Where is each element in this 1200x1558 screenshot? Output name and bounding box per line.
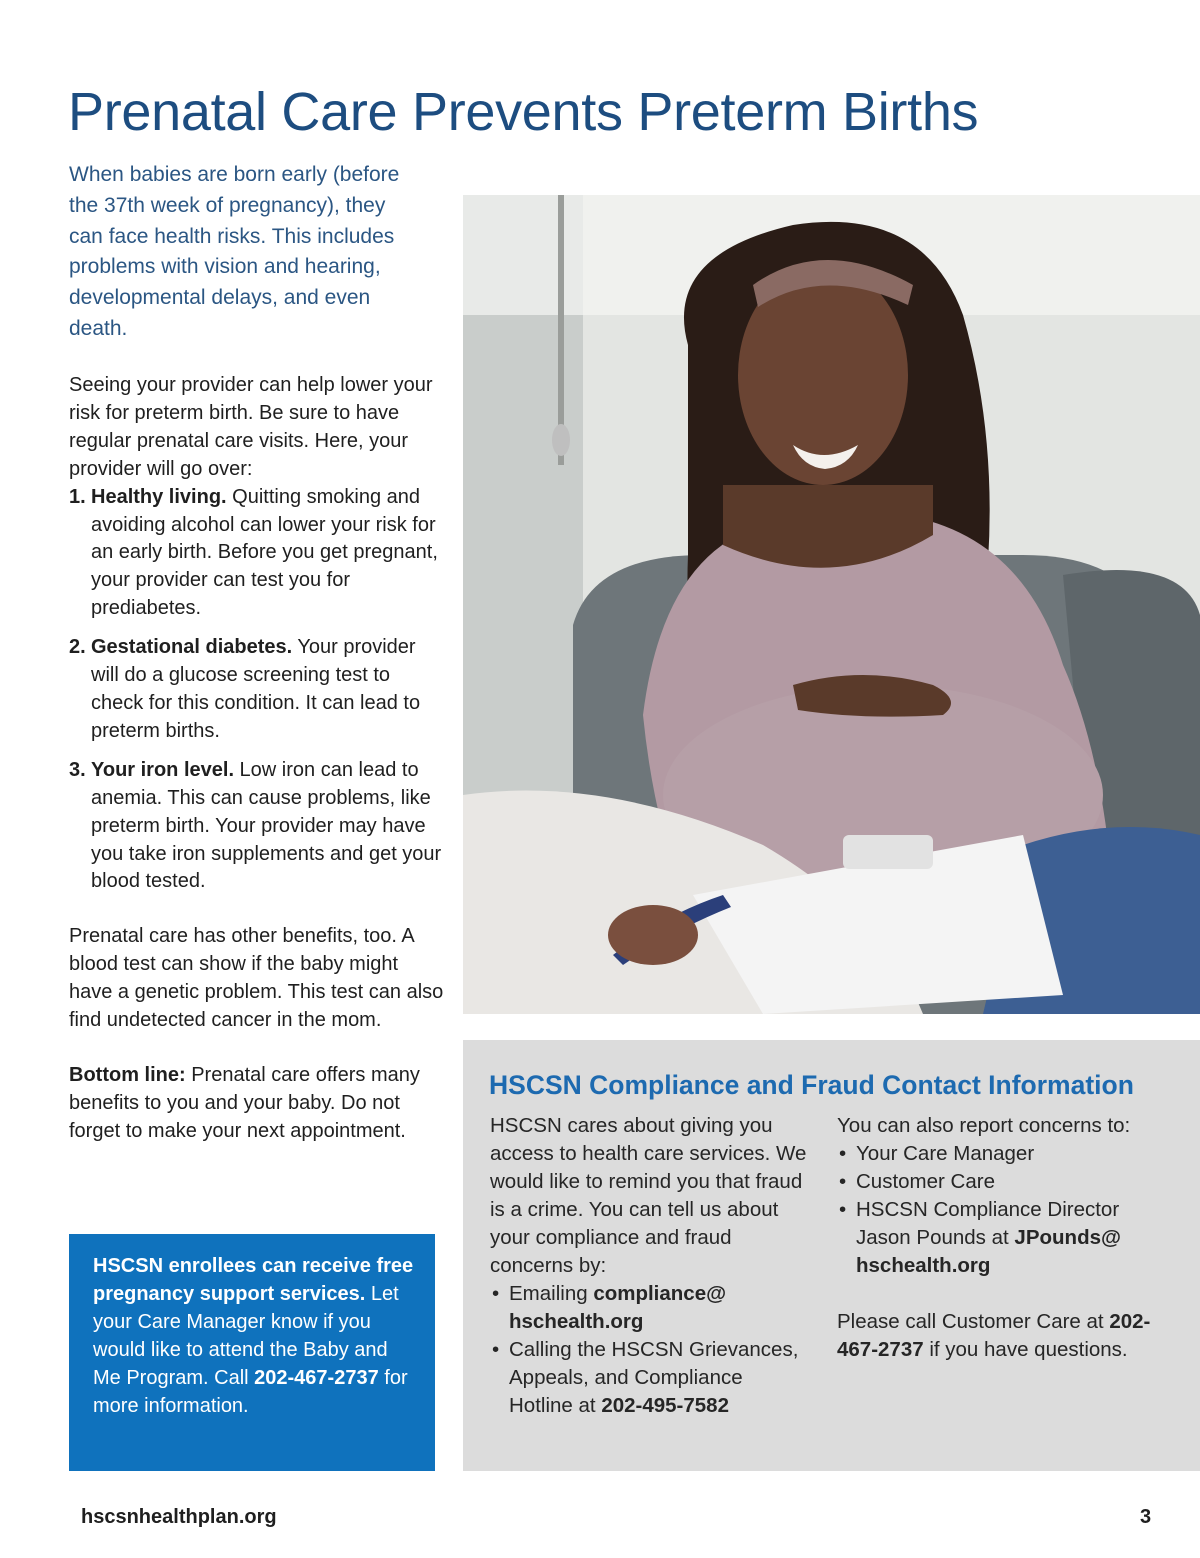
footer-website[interactable]: hscsnhealthplan.org — [81, 1506, 277, 1528]
fraud-right-list — [837, 1140, 1177, 1280]
fraud-left-intro: HSCSN cares about giving you access to health care services. We would like to remind you that fraud is a crime. You can tell us about your compliance and fraud concerns by: — [490, 1114, 807, 1277]
page-title: Prenatal Care Prevents Preterm Births — [68, 82, 979, 142]
bottom-line-label: Bottom line: — [69, 1063, 186, 1086]
fraud-right-column — [837, 1112, 1177, 1364]
body-intro: Seeing your provider can help lower your risk for preterm birth. Be sure to have regular prenatal care visits. Here, your provider will go over: — [69, 374, 433, 480]
pregnancy-support-callout — [69, 1234, 435, 1471]
list-item — [837, 1140, 1177, 1168]
list-item — [69, 484, 444, 624]
pregnant-woman-photo — [463, 195, 1200, 1014]
list-item — [490, 1280, 812, 1336]
list-item-text: Emailing — [509, 1282, 594, 1305]
callout-text: Let your Care Manager know if you would like to attend the Baby and Me Program. Call — [93, 1283, 399, 1389]
callout-text-end: for more information. — [93, 1367, 408, 1417]
page-number: 3 — [1140, 1506, 1152, 1528]
fraud-left-column — [490, 1112, 812, 1420]
list-number: 1. — [69, 485, 86, 508]
fraud-right-intro: You can also report concerns to: — [837, 1114, 1131, 1137]
list-item — [490, 1336, 812, 1420]
list-item — [69, 757, 444, 897]
provider-topics-list — [69, 484, 444, 897]
list-item-text: Your Care Manager — [856, 1142, 1035, 1165]
fraud-closing — [837, 1308, 1177, 1364]
list-number: 2. — [69, 636, 86, 659]
list-heading: Your iron level. — [91, 758, 234, 781]
list-item — [837, 1168, 1177, 1196]
hotline-phone[interactable]: 202-495-7582 — [601, 1394, 729, 1417]
fraud-contact-box — [463, 1040, 1200, 1471]
other-benefits-paragraph: Prenatal care has other benefits, too. A blood test can show if the baby might have a genetic problem. This test can also find undetected cancer in the mom. — [69, 925, 444, 1032]
list-heading: Healthy living. — [91, 485, 227, 508]
bottom-line-paragraph — [69, 1062, 444, 1146]
director-email[interactable]: JPounds@ hschealth.org — [856, 1226, 1121, 1277]
fraud-left-list — [490, 1280, 812, 1420]
intro-paragraph: When babies are born early (before the 37th week of pregnancy), they can face health risks. This includes problems with vision and hearing, developmental delays, and even death. — [69, 163, 400, 340]
callout-phone: 202-467-2737 — [254, 1367, 379, 1389]
fraud-box-title: HSCSN Compliance and Fraud Contact Information — [489, 1070, 1134, 1100]
list-text: Quitting smoking and avoiding alcohol can lower your risk for an early birth. Before you get pregnant, your provider can test you for prediabetes. — [91, 485, 438, 620]
list-heading: Gestational diabetes. — [91, 636, 293, 659]
bottom-line-text: Prenatal care offers many benefits to you and your baby. Do not forget to make your next appointment. — [69, 1063, 420, 1142]
list-item — [837, 1196, 1177, 1280]
compliance-email[interactable]: compliance@ hschealth.org — [509, 1282, 727, 1333]
list-item-text: Customer Care — [856, 1170, 995, 1193]
main-text-column — [69, 372, 444, 1146]
list-text: Your provider will do a glucose screening test to check for this condition. It can lead to preterm births. — [91, 636, 421, 742]
list-item-text: Calling the HSCSN Grievances, Appeals, and Compliance Hotline at — [509, 1338, 799, 1417]
callout-bold-text: HSCSN enrollees can receive free pregnancy support services. — [93, 1255, 414, 1305]
list-number: 3. — [69, 758, 86, 781]
list-item-text: HSCSN Compliance Director Jason Pounds at — [856, 1198, 1120, 1249]
customer-care-phone[interactable]: 202-467-2737 — [837, 1310, 1151, 1361]
closing-text-end: if you have questions. — [923, 1338, 1128, 1361]
closing-text: Please call Customer Care at — [837, 1310, 1110, 1333]
list-item — [69, 634, 444, 746]
list-text: Low iron can lead to anemia. This can cause problems, like preterm birth. Your provider may have you take iron supplements and get your blood tested. — [91, 758, 442, 893]
